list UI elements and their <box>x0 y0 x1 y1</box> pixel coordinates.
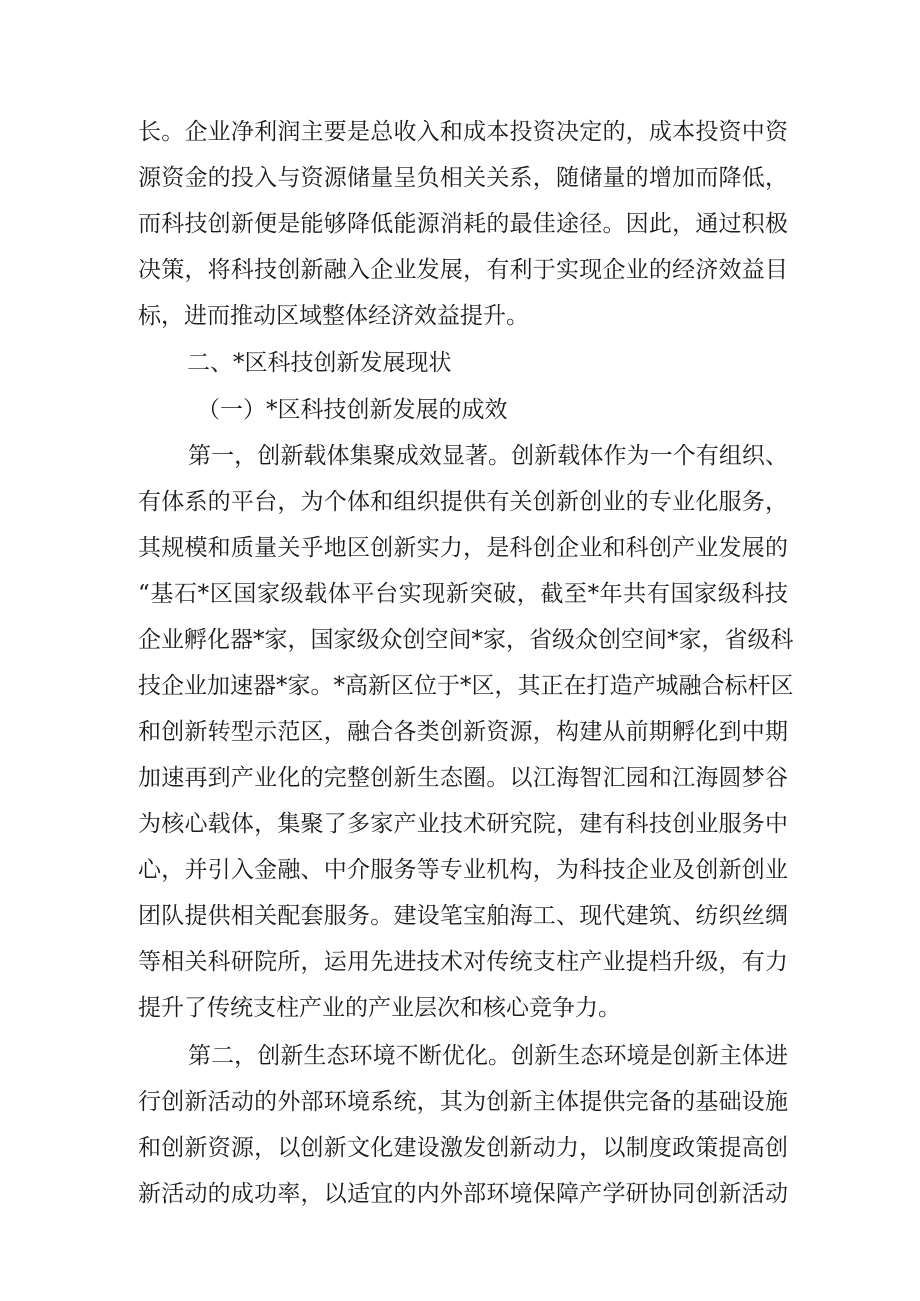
text-line: 心，并引入金融、中介服务等专业机构，为科技企业及创新创业 <box>138 857 788 883</box>
text-line: 为核心载体，集聚了多家产业技术研究院，建有科技创业服务中 <box>138 811 788 837</box>
text-line: 新活动的成功率，以适宜的内外部环境保障产学研协同创新活动 <box>138 1181 788 1207</box>
text-line: 和创新转型示范区，融合各类创新资源，构建从前期孵化到中期 <box>138 719 788 745</box>
text-line: 有体系的平台，为个体和组织提供有关创新创业的专业化服务， <box>138 489 788 515</box>
text-line: 第二，创新生态环境不断优化。创新生态环境是创新主体进 <box>188 1043 788 1069</box>
section-heading: 二、*区科技创新发展现状 <box>187 350 452 376</box>
text-line: 标，进而推动区域整体经济效益提升。 <box>138 303 529 329</box>
text-line: 决策，将科技创新融入企业发展，有利于实现企业的经济效益目 <box>138 257 788 283</box>
subsection-heading: （一）*区科技创新发展的成效 <box>197 397 508 423</box>
text-line: 企业孵化器*家，国家级众创空间*家，省级众创空间*家，省级科 <box>138 627 794 653</box>
text-line: 提升了传统支柱产业的产业层次和核心竞争力。 <box>138 995 621 1021</box>
text-line: 源资金的投入与资源储量呈负相关关系，随储量的增加而降低， <box>138 165 788 191</box>
text-line: 行创新活动的外部环境系统，其为创新主体提供完备的基础设施 <box>138 1089 788 1115</box>
text-line: “基石*区国家级载体平台实现新突破，截至*年共有国家级科技 <box>138 581 788 607</box>
text-line: 等相关科研院所，运用先进技术对传统支柱产业提档升级，有力 <box>138 949 788 975</box>
text-line: 其规模和质量关乎地区创新实力，是科创企业和科创产业发展的 <box>138 535 788 561</box>
text-line: 团队提供相关配套服务。建设笔宝舶海工、现代建筑、纺织丝绸 <box>138 903 788 929</box>
text-line: 和创新资源，以创新文化建设激发创新动力，以制度政策提高创 <box>138 1135 788 1161</box>
text-line: 长。企业净利润主要是总收入和成本投资决定的，成本投资中资 <box>138 119 788 145</box>
text-line: 而科技创新便是能够降低能源消耗的最佳途径。因此，通过积极 <box>138 211 788 237</box>
text-line: 加速再到产业化的完整创新生态圈。以江海智汇园和江海圆梦谷 <box>138 765 788 791</box>
text-line: 技企业加速器*家。*高新区位于*区，其正在打造产城融合标杆区 <box>138 673 794 699</box>
text-line: 第一，创新载体集聚成效显著。创新载体作为一个有组织、 <box>188 443 788 469</box>
